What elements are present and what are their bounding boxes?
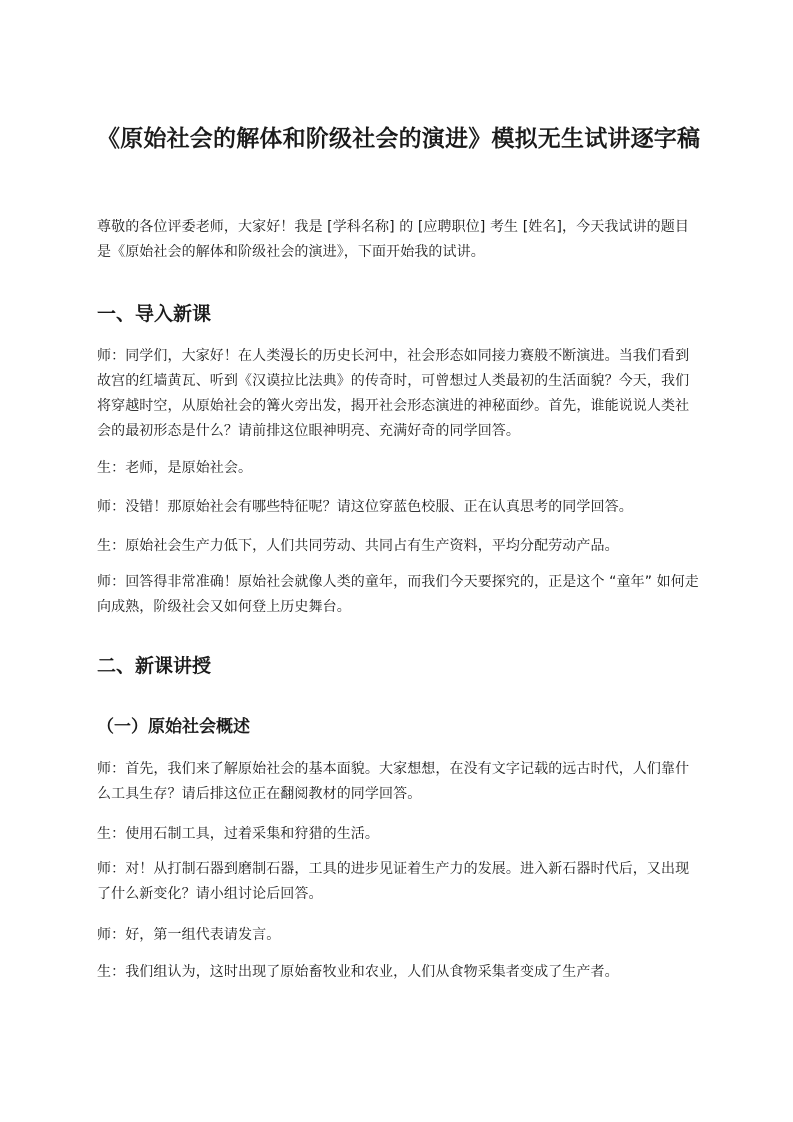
- document-title: 《原始社会的解体和阶级社会的演进》模拟无生试讲逐字稿: [97, 126, 701, 152]
- dialogue-paragraph: 师：回答得非常准确！原始社会就像人类的童年，而我们今天要探究的，正是这个 “童年” 如何走向成熟，阶级社会又如何登上历史舞台。: [97, 574, 699, 615]
- dialogue-paragraph: 生：老师，是原始社会。: [97, 460, 253, 476]
- dialogue-paragraph: 生：原始社会生产力低下，人们共同劳动、共同占有生产资料，平均分配劳动产品。: [97, 538, 619, 554]
- section-heading-lecture: 二、新课讲授: [97, 655, 212, 677]
- dialogue-paragraph: 师：没错！那原始社会有哪些特征呢？请这位穿蓝色校服、正在认真思考的同学回答。: [97, 499, 633, 515]
- dialogue-paragraph: 师：同学们，大家好！在人类漫长的历史长河中，社会形态如同接力赛般不断演进。当我们看到故宫的红墙黄瓦、听到《汉谟拉比法典》的传奇时，可曾想过人类最初的生活面貌？今天，我们将穿越时空，从原始社会的篝火旁出发，揭开社会形态演进的神秘面纱。首先，谁能说说人类社会的最初形态是什么？请前排这位眼神明亮、充满好奇的同学回答。: [97, 348, 690, 439]
- section-heading-intro: 一、导入新课: [97, 303, 212, 325]
- dialogue-paragraph: 师：好，第一组代表请发言。: [97, 927, 281, 943]
- dialogue-paragraph: 生：我们组认为，这时出现了原始畜牧业和农业，人们从食物采集者变成了生产者。: [97, 964, 619, 980]
- subsection-heading-overview: （一）原始社会概述: [97, 717, 250, 737]
- dialogue-paragraph: 生：使用石制工具，过着采集和狩猎的生活。: [97, 826, 379, 842]
- dialogue-paragraph: 师：对！从打制石器到磨制石器，工具的进步见证着生产力的发展。进入新石器时代后，又出现了什么新变化？请小组讨论后回答。: [97, 861, 690, 902]
- intro-paragraph: 尊敬的各位评委老师，大家好！我是 [学科名称] 的 [应聘职位] 考生 [姓名]，今天我试讲的题目是《原始社会的解体和阶级社会的演进》，下面开始我的试讲。: [97, 219, 689, 260]
- dialogue-paragraph: 师：首先，我们来了解原始社会的基本面貌。大家想想，在没有文字记载的远古时代，人们靠什么工具生存？请后排这位正在翻阅教材的同学回答。: [97, 761, 690, 802]
